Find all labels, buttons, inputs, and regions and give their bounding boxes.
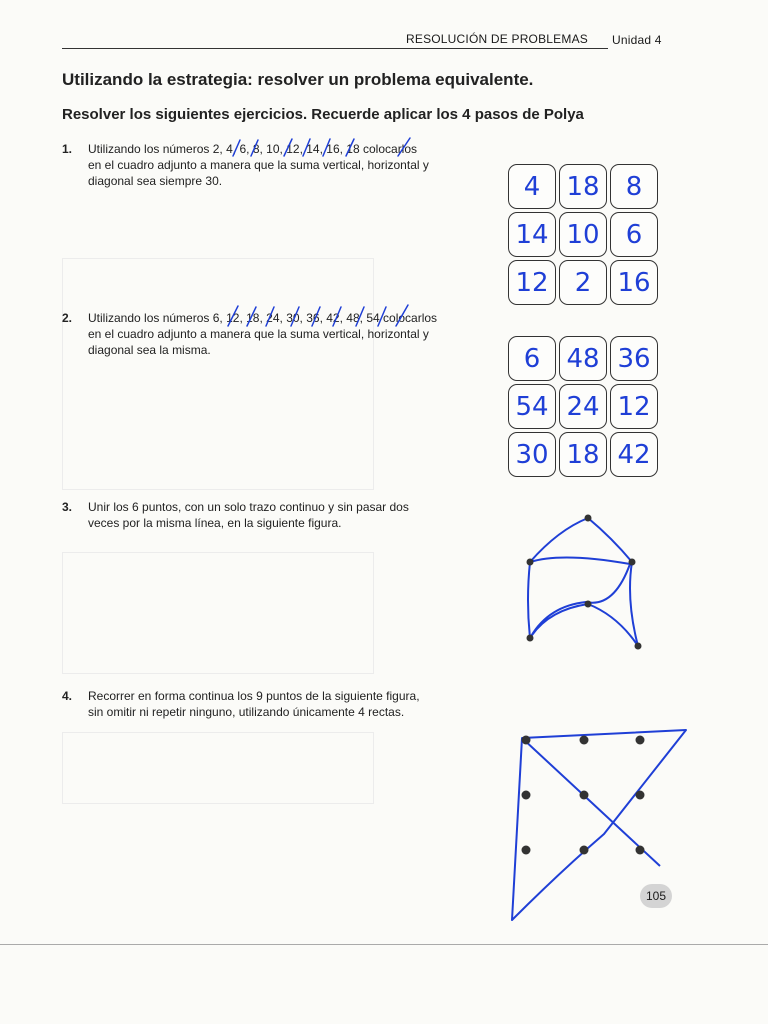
exercise-number: 2. — [62, 311, 73, 325]
page-subtitle: Resolver los siguientes ejercicios. Recuerde aplicar los 4 pasos de Polya — [62, 106, 584, 123]
grid-cell[interactable]: 12 — [610, 384, 658, 429]
grid-cell[interactable]: 14 — [508, 212, 556, 257]
number-list: 2, 4, 6, 8, 10, 12, 14, 16, 18 — [212, 142, 360, 156]
exercise-line2: sin omitir ni repetir ninguno, utilizando únicamente 4 rectas. — [88, 705, 405, 719]
dot — [636, 791, 645, 800]
grid-cell[interactable]: 18 — [559, 164, 607, 209]
dot — [580, 736, 589, 745]
number-list: 6, 12, 18, 24, 30, 36, 42, 48, 54 — [212, 311, 380, 325]
grid-cell[interactable]: 4 — [508, 164, 556, 209]
grid-cell[interactable]: 36 — [610, 336, 658, 381]
unit-label: Unidad 4 — [612, 33, 662, 47]
section-title: RESOLUCIÓN DE PROBLEMAS — [406, 32, 588, 46]
exercise-line2: veces por la misma línea, en la siguiente figura. — [88, 516, 342, 530]
number-item: 18 — [346, 142, 360, 156]
number-item: 36 — [306, 311, 320, 325]
exercise-line1: Recorrer en forma continua los 9 puntos de la siguiente figura, — [88, 689, 420, 703]
dot — [636, 736, 645, 745]
number-item: 24 — [266, 311, 280, 325]
number-item: 48 — [346, 311, 360, 325]
grid-cell[interactable]: 30 — [508, 432, 556, 477]
exercise-lead: Utilizando los números — [88, 311, 210, 325]
bottom-rule — [0, 944, 768, 945]
exercise-line2: en el cuadro adjunto a manera que la suma vertical, horizontal y — [88, 158, 429, 172]
dot — [522, 736, 531, 745]
grid-cell[interactable]: 2 — [559, 260, 607, 305]
exercise-number: 3. — [62, 500, 73, 514]
number-item: 10 — [266, 142, 280, 156]
exercise-number: 1. — [62, 142, 73, 156]
grid-cell[interactable]: 54 — [508, 384, 556, 429]
grid-cell[interactable]: 8 — [610, 164, 658, 209]
exercise-lead: Utilizando los números — [88, 142, 210, 156]
number-item: 2 — [212, 142, 220, 156]
number-item: 54 — [366, 311, 380, 325]
number-item: 12 — [286, 142, 300, 156]
number-item: 6 — [239, 142, 247, 156]
number-item: 14 — [306, 142, 320, 156]
grid-cell[interactable]: 6 — [610, 212, 658, 257]
exercise-line1-end: colocarlos — [363, 142, 418, 156]
number-item: 4 — [226, 142, 233, 156]
exercise-line3: diagonal sea la misma. — [88, 343, 211, 357]
number-item: 12 — [226, 311, 240, 325]
page-number: 105 — [640, 884, 672, 908]
number-item: 6 — [212, 311, 220, 325]
exercise-number: 4. — [62, 689, 73, 703]
exercise-line1: Unir los 6 puntos, con un solo trazo continuo y sin pasar dos — [88, 500, 409, 514]
dot — [580, 791, 589, 800]
number-item: 8 — [252, 142, 260, 156]
dot — [580, 846, 589, 855]
grid-cell[interactable]: 24 — [559, 384, 607, 429]
grid-cell[interactable]: 18 — [559, 432, 607, 477]
grid-cell[interactable]: 48 — [559, 336, 607, 381]
grid-cell[interactable]: 10 — [559, 212, 607, 257]
exercise-line1-end: colocarlos — [383, 311, 438, 325]
dot — [522, 846, 531, 855]
number-item: 42 — [326, 311, 340, 325]
dot — [636, 846, 645, 855]
page-title: Utilizando la estrategia: resolver un problema equivalente. — [62, 70, 534, 89]
grid-cell[interactable]: 16 — [610, 260, 658, 305]
grid-cell[interactable]: 6 — [508, 336, 556, 381]
grid-cell[interactable]: 42 — [610, 432, 658, 477]
exercise-line2: en el cuadro adjunto a manera que la suma vertical, horizontal y — [88, 327, 429, 341]
exercise-line3: diagonal sea siempre 30. — [88, 174, 223, 188]
dot — [522, 791, 531, 800]
number-item: 30 — [286, 311, 300, 325]
grid-cell[interactable]: 12 — [508, 260, 556, 305]
number-item: 18 — [246, 311, 260, 325]
number-item: 16 — [326, 142, 340, 156]
